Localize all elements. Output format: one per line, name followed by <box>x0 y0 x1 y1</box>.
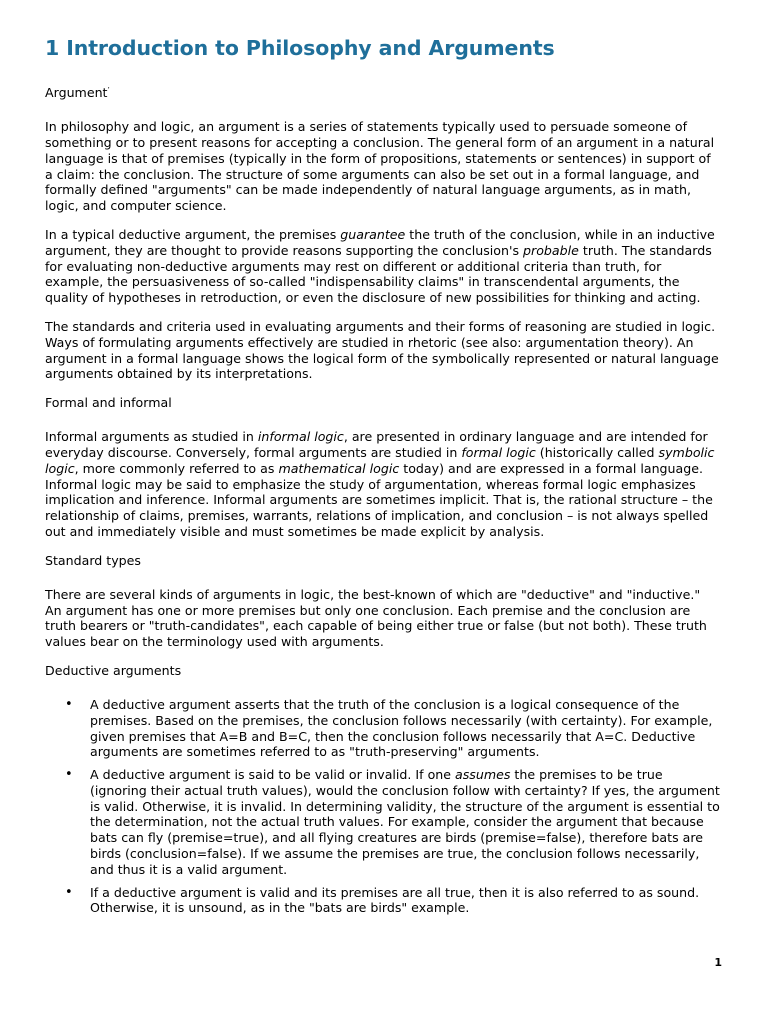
text-run: Informal arguments as studied in <box>45 429 258 445</box>
page-title: 1 Introduction to Philosophy and Arguments <box>45 36 555 60</box>
section-heading-text: Argument <box>45 85 108 101</box>
emphasis-symbolic-logic: symbolic logic <box>45 444 715 476</box>
emphasis-guarantee: guarantee <box>340 226 406 242</box>
section-heading-deductive: Deductive arguments <box>45 662 182 678</box>
list-item <box>45 885 720 917</box>
paragraph-5: There are several kinds of arguments in logic, the best-known of which are "deductive" and "inductive." An argument has one or more premises but only one conclusion. Each premise and the conclusion are truth bearers or "truth-candidates", each capable of being either true or false (but not both). These truth values bear on the terminology used with arguments. <box>45 586 707 650</box>
page-number: 1 <box>714 956 722 969</box>
list-item-text: A deductive argument asserts that the truth of the conclusion is a logical consequence of the premises. Based on the premises, the conclusion follows necessarily (with certainty). For example, given premises that A=B and B=C, then the conclusion follows necessarily that A=C. Deductive arguments are sometimes referred to as "truth-preserving" arguments. <box>90 696 713 760</box>
list-item <box>45 767 720 878</box>
text-run: (historically called <box>535 444 659 460</box>
paragraph-2 <box>45 227 720 306</box>
emphasis-assumes: assumes <box>455 767 511 783</box>
deductive-bullet-list <box>45 697 720 916</box>
text-run: , are presented in ordinary language and are intended for everyday discourse. Conversely, formal arguments are studied in <box>45 429 708 460</box>
text-run: today) and are expressed in a formal language. Informal logic may be said to emphasize the study of argumentation, whereas formal logic emphasizes implication and inference. Informal arguments are sometimes implicit. That is, the rational structure – the relationship of claims, premises, warrants, relations of implication, and conclusion – is not always spelled out and immediately visible and must sometimes be made explicit by analysis. <box>45 460 713 539</box>
section-heading-standard-types: Standard types <box>45 552 141 568</box>
text-run: the premises to be true (ignoring their actual truth values), would the conclusion follow with certainty? If yes, the argument is valid. Otherwise, it is invalid. In determining validity, the structure of the argument is essential to the determination, not the actual truth values. For example, consider the argument that because bats can fly (premise=true), and all flying creatures are birds (premise=false), therefore bats are birds (conclusion=false). If we assume the premises are true, the conclusion follows necessarily, and thus it is a valid argument. <box>90 767 720 877</box>
emphasis-formal-logic: formal logic <box>461 444 536 460</box>
emphasis-informal-logic: informal logic <box>257 429 344 445</box>
section-heading-formal: Formal and informal <box>45 395 172 411</box>
list-item <box>45 697 720 760</box>
section-heading-argument <box>45 82 720 101</box>
paragraph-3: The standards and criteria used in evaluating arguments and their forms of reasoning are studied in logic. Ways of formulating arguments effectively are studied in rhetoric (see also: argumentation theory). An argument in a formal language shows the logical form of the symbolically represented or natural language arguments obtained by its interpretations. <box>45 318 719 382</box>
text-run: , more commonly referred to as <box>74 460 279 476</box>
text-run: A deductive argument is said to be valid or invalid. If one <box>90 767 456 783</box>
footnote-marker: ’ <box>107 86 110 94</box>
emphasis-probable: probable <box>523 242 579 258</box>
bullet-icon: • <box>65 884 73 900</box>
paragraph-4 <box>45 429 720 540</box>
list-item-text: If a deductive argument is valid and its premises are all true, then it is also referred to as sound. Otherwise, it is unsound, as in the "bats are birds" example. <box>90 884 700 916</box>
paragraph-1: In philosophy and logic, an argument is a series of statements typically used to persuade someone of something or to present reasons for accepting a conclusion. The general form of an argument in a natural language is that of premises (typically in the form of propositions, statements or sentences) in support of a claim: the conclusion. The structure of some arguments can also be set out in a formal language, and formally defined "arguments" can be made independently of natural language arguments, as in math, logic, and computer science. <box>45 119 715 214</box>
text-run: truth. The standards for evaluating non-deductive arguments may rest on different or additional criteria than truth, for example, the persuasiveness of so-called "indispensability claims" in transcendental arguments, the quality of hypotheses in retroduction, or even the disclosure of new possibilities for thinking and acting. <box>45 242 712 306</box>
text-run: In a typical deductive argument, the premises <box>45 226 341 242</box>
emphasis-mathematical-logic: mathematical logic <box>278 460 400 476</box>
text-run: the truth of the conclusion, while in an inductive argument, they are thought to provide reasons supporting the conclusion's <box>45 226 715 258</box>
bullet-icon: • <box>65 696 73 712</box>
bullet-icon: • <box>65 767 73 783</box>
